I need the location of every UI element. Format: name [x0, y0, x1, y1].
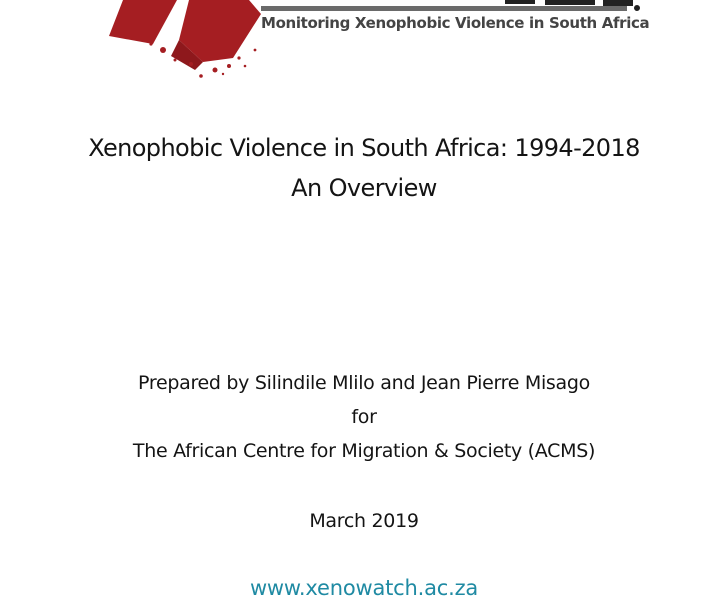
logo-splatter [222, 73, 224, 75]
logo-underline-bar [261, 6, 627, 11]
logo-graphic [105, 0, 645, 82]
logo-splatter [160, 47, 166, 53]
xenowatch-logo [105, 0, 650, 82]
logo-splatter [254, 49, 257, 52]
logo-splatter [199, 74, 203, 78]
logo-dark-mark [545, 0, 595, 5]
prepared-by: Prepared by Silindile Mlilo and Jean Pierre Misago [138, 372, 590, 394]
publication-date: March 2019 [309, 510, 419, 532]
for-label: for [351, 406, 377, 428]
logo-splatter [149, 42, 152, 45]
logo-tagline: Monitoring Xenophobic Violence in South Africa [261, 14, 650, 32]
logo-splatter [174, 59, 177, 62]
logo-splatter [227, 64, 231, 68]
logo-splatter [237, 56, 240, 59]
report-title: Xenophobic Violence in South Africa: 1994-2018 [88, 134, 640, 162]
organisation-name: The African Centre for Migration & Society (ACMS) [132, 440, 596, 462]
logo-red-stroke-left [109, 0, 177, 44]
logo-dark-mark [505, 0, 535, 4]
logo-dark-mark [634, 5, 640, 11]
report-subtitle: An Overview [291, 174, 437, 202]
website-link[interactable]: www.xenowatch.ac.za [249, 576, 479, 600]
logo-splatter [189, 62, 193, 66]
logo-splatter [244, 65, 247, 68]
logo-splatter [213, 68, 218, 73]
